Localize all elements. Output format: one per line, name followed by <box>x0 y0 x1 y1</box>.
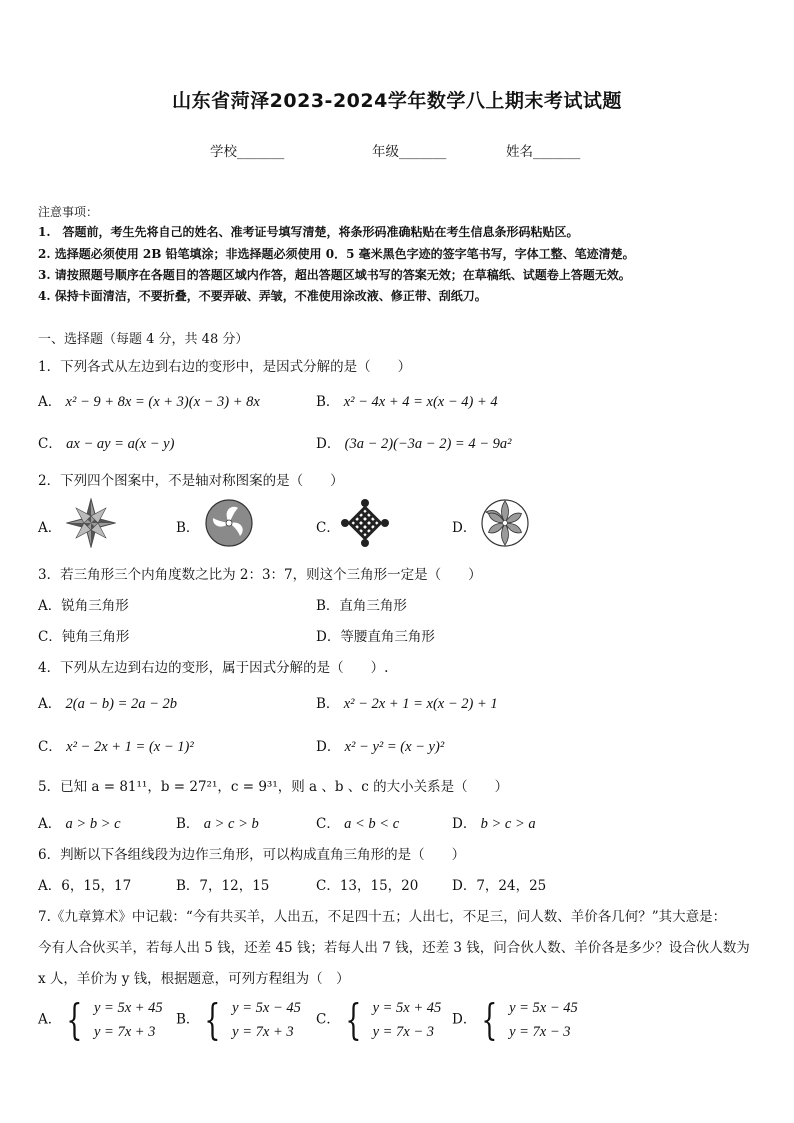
question-6-stem: 6．判断以下各组线段为边作三角形，可以构成直角三角形的是（ ） <box>38 847 466 863</box>
option-label: A． <box>38 1011 62 1028</box>
q6-option-a: A．6，15，17 <box>38 878 132 894</box>
option-label: A． <box>38 696 62 712</box>
four-point-star-icon <box>66 498 116 548</box>
question-7-line-2: 今有人合伙买羊，若每人出 5 钱，还差 45 钱；若每人出 7 钱，还差 3 钱，问合伙人数、羊价各是多少？设合伙人数为 <box>38 940 750 956</box>
q7-option-c <box>316 996 441 1044</box>
note-item-1: 1. 答题前，考生先将自己的姓名、准考证号填写清楚，将条形码准确粘贴在考生信息条形码粘贴区。 <box>38 225 579 239</box>
option-label: D． <box>452 1011 477 1028</box>
option-expression: a > c > b <box>203 816 259 832</box>
equation-2: y = 7x + 3 <box>93 1024 156 1040</box>
q3-option-b: B．直角三角形 <box>316 598 407 614</box>
brace-icon: { <box>66 995 83 1044</box>
q2-option-c-label: C． <box>316 520 340 536</box>
option-expression: x² − 2x + 1 = (x − 1)² <box>66 739 194 755</box>
brace-icon: { <box>481 995 498 1044</box>
option-label: C． <box>316 1011 340 1028</box>
q3-option-c: C．钝角三角形 <box>38 629 130 645</box>
option-label: D． <box>316 436 341 452</box>
option-expression: b > c > a <box>480 816 536 832</box>
q5-option-a <box>38 812 121 833</box>
name-field: 姓名_______ <box>506 144 581 160</box>
question-7-line-1: 7.《九章算术》中记载：“今有共买羊，人出五，不足四十五；人出七，不足三，问人数、羊价各几何？”其大意是： <box>38 909 727 925</box>
question-7-line-3: x 人，羊价为 y 钱，根据题意，可列方程组为（ ） <box>38 971 350 987</box>
section-heading: 一、选择题（每题 4 分，共 48 分） <box>38 332 249 347</box>
question-5-stem: 5．已知 a = 81¹¹，b = 27²¹，c = 9³¹，则 a 、b 、c 的大小关系是（ ） <box>38 779 509 795</box>
option-label: B． <box>316 696 340 712</box>
option-label: B． <box>176 1011 200 1028</box>
equation-2: y = 7x − 3 <box>372 1024 435 1040</box>
yin-yang-circle-icon <box>204 498 254 548</box>
question-4-stem: 4．下列从左边到右边的变形，属于因式分解的是（ ）. <box>38 660 389 676</box>
q1-option-a <box>38 390 260 411</box>
option-label: C． <box>38 739 62 755</box>
q6-option-d: D．7，24，25 <box>452 878 547 894</box>
option-expression: (3a − 2)(−3a − 2) = 4 − 9a² <box>344 436 512 452</box>
equation-1: y = 5x − 45 <box>509 1000 578 1016</box>
q1-option-c <box>38 432 174 453</box>
q2-option-a-label: A． <box>38 520 62 536</box>
equation-2: y = 7x − 3 <box>509 1024 571 1040</box>
question-2-stem: 2．下列四个图案中，不是轴对称图案的是（ ） <box>38 473 344 489</box>
question-3-stem: 3．若三角形三个内角度数之比为 2：3：7，则这个三角形一定是（ ） <box>38 567 482 583</box>
page-title: 山东省菏泽2023-2024学年数学八上期末考试试题 <box>172 90 622 112</box>
equation-1: y = 5x + 45 <box>93 1000 163 1016</box>
option-label: B． <box>176 816 200 832</box>
q7-option-d <box>452 996 578 1044</box>
chinese-knot-icon <box>340 498 390 548</box>
option-label: D． <box>316 739 341 755</box>
option-label: D． <box>452 816 477 832</box>
option-expression: a > b > c <box>65 816 121 832</box>
grade-field: 年级_______ <box>372 144 447 160</box>
q2-option-b-label: B． <box>176 520 200 536</box>
flower-circle-icon <box>480 498 530 548</box>
q6-option-c: C．13，15，20 <box>316 878 419 894</box>
q1-option-d <box>316 432 511 453</box>
q4-option-b <box>316 692 498 713</box>
q5-option-d <box>452 812 536 833</box>
option-label: C． <box>316 816 340 832</box>
q4-option-a <box>38 692 177 713</box>
equation-2: y = 7x + 3 <box>232 1024 294 1040</box>
option-expression: 2(a − b) = 2a − 2b <box>65 696 178 712</box>
q2-option-d-label: D． <box>452 520 477 536</box>
option-expression: x² − 9 + 8x = (x + 3)(x − 3) + 8x <box>65 394 260 410</box>
option-expression: x² − 2x + 1 = x(x − 2) + 1 <box>343 696 498 712</box>
q7-option-b <box>176 996 301 1044</box>
q3-option-d: D．等腰直角三角形 <box>316 629 435 645</box>
option-expression: x² − y² = (x − y)² <box>344 739 445 755</box>
option-label: A． <box>38 816 62 832</box>
option-expression: x² − 4x + 4 = x(x − 4) + 4 <box>343 394 498 410</box>
option-expression: ax − ay = a(x − y) <box>66 436 175 452</box>
q6-option-b: B．7，12，15 <box>176 878 270 894</box>
q5-option-c <box>316 812 399 833</box>
q4-option-d <box>316 735 444 756</box>
school-field: 学校_______ <box>210 144 285 160</box>
option-label: C． <box>38 436 62 452</box>
option-label: B． <box>316 394 340 410</box>
note-item-3: 3. 请按照题号顺序在各题目的答题区域内作答，超出答题区域书写的答案无效；在草稿纸、试题卷上答题无效。 <box>38 268 631 282</box>
brace-icon: { <box>345 995 362 1044</box>
option-label: A． <box>38 394 62 410</box>
note-item-2: 2. 选择题必须使用 2B 铅笔填涂；非选择题必须使用 0．5 毫米黑色字迹的签字笔书写，字体工整、笔迹清楚。 <box>38 247 635 261</box>
brace-icon: { <box>204 995 221 1044</box>
q4-option-c <box>38 735 194 756</box>
notes-heading: 注意事项： <box>38 205 99 219</box>
question-1-stem: 1．下列各式从左边到右边的变形中，是因式分解的是（ ） <box>38 359 412 375</box>
equation-1: y = 5x + 45 <box>372 1000 442 1016</box>
equation-1: y = 5x − 45 <box>232 1000 301 1016</box>
q7-option-a <box>38 996 163 1044</box>
note-item-4: 4. 保持卡面清洁，不要折叠，不要弄破、弄皱，不准使用涂改液、修正带、刮纸刀。 <box>38 289 487 303</box>
option-expression: a < b < c <box>344 816 400 832</box>
q5-option-b <box>176 812 259 833</box>
q1-option-b <box>316 390 498 411</box>
q3-option-a: A．锐角三角形 <box>38 598 129 614</box>
